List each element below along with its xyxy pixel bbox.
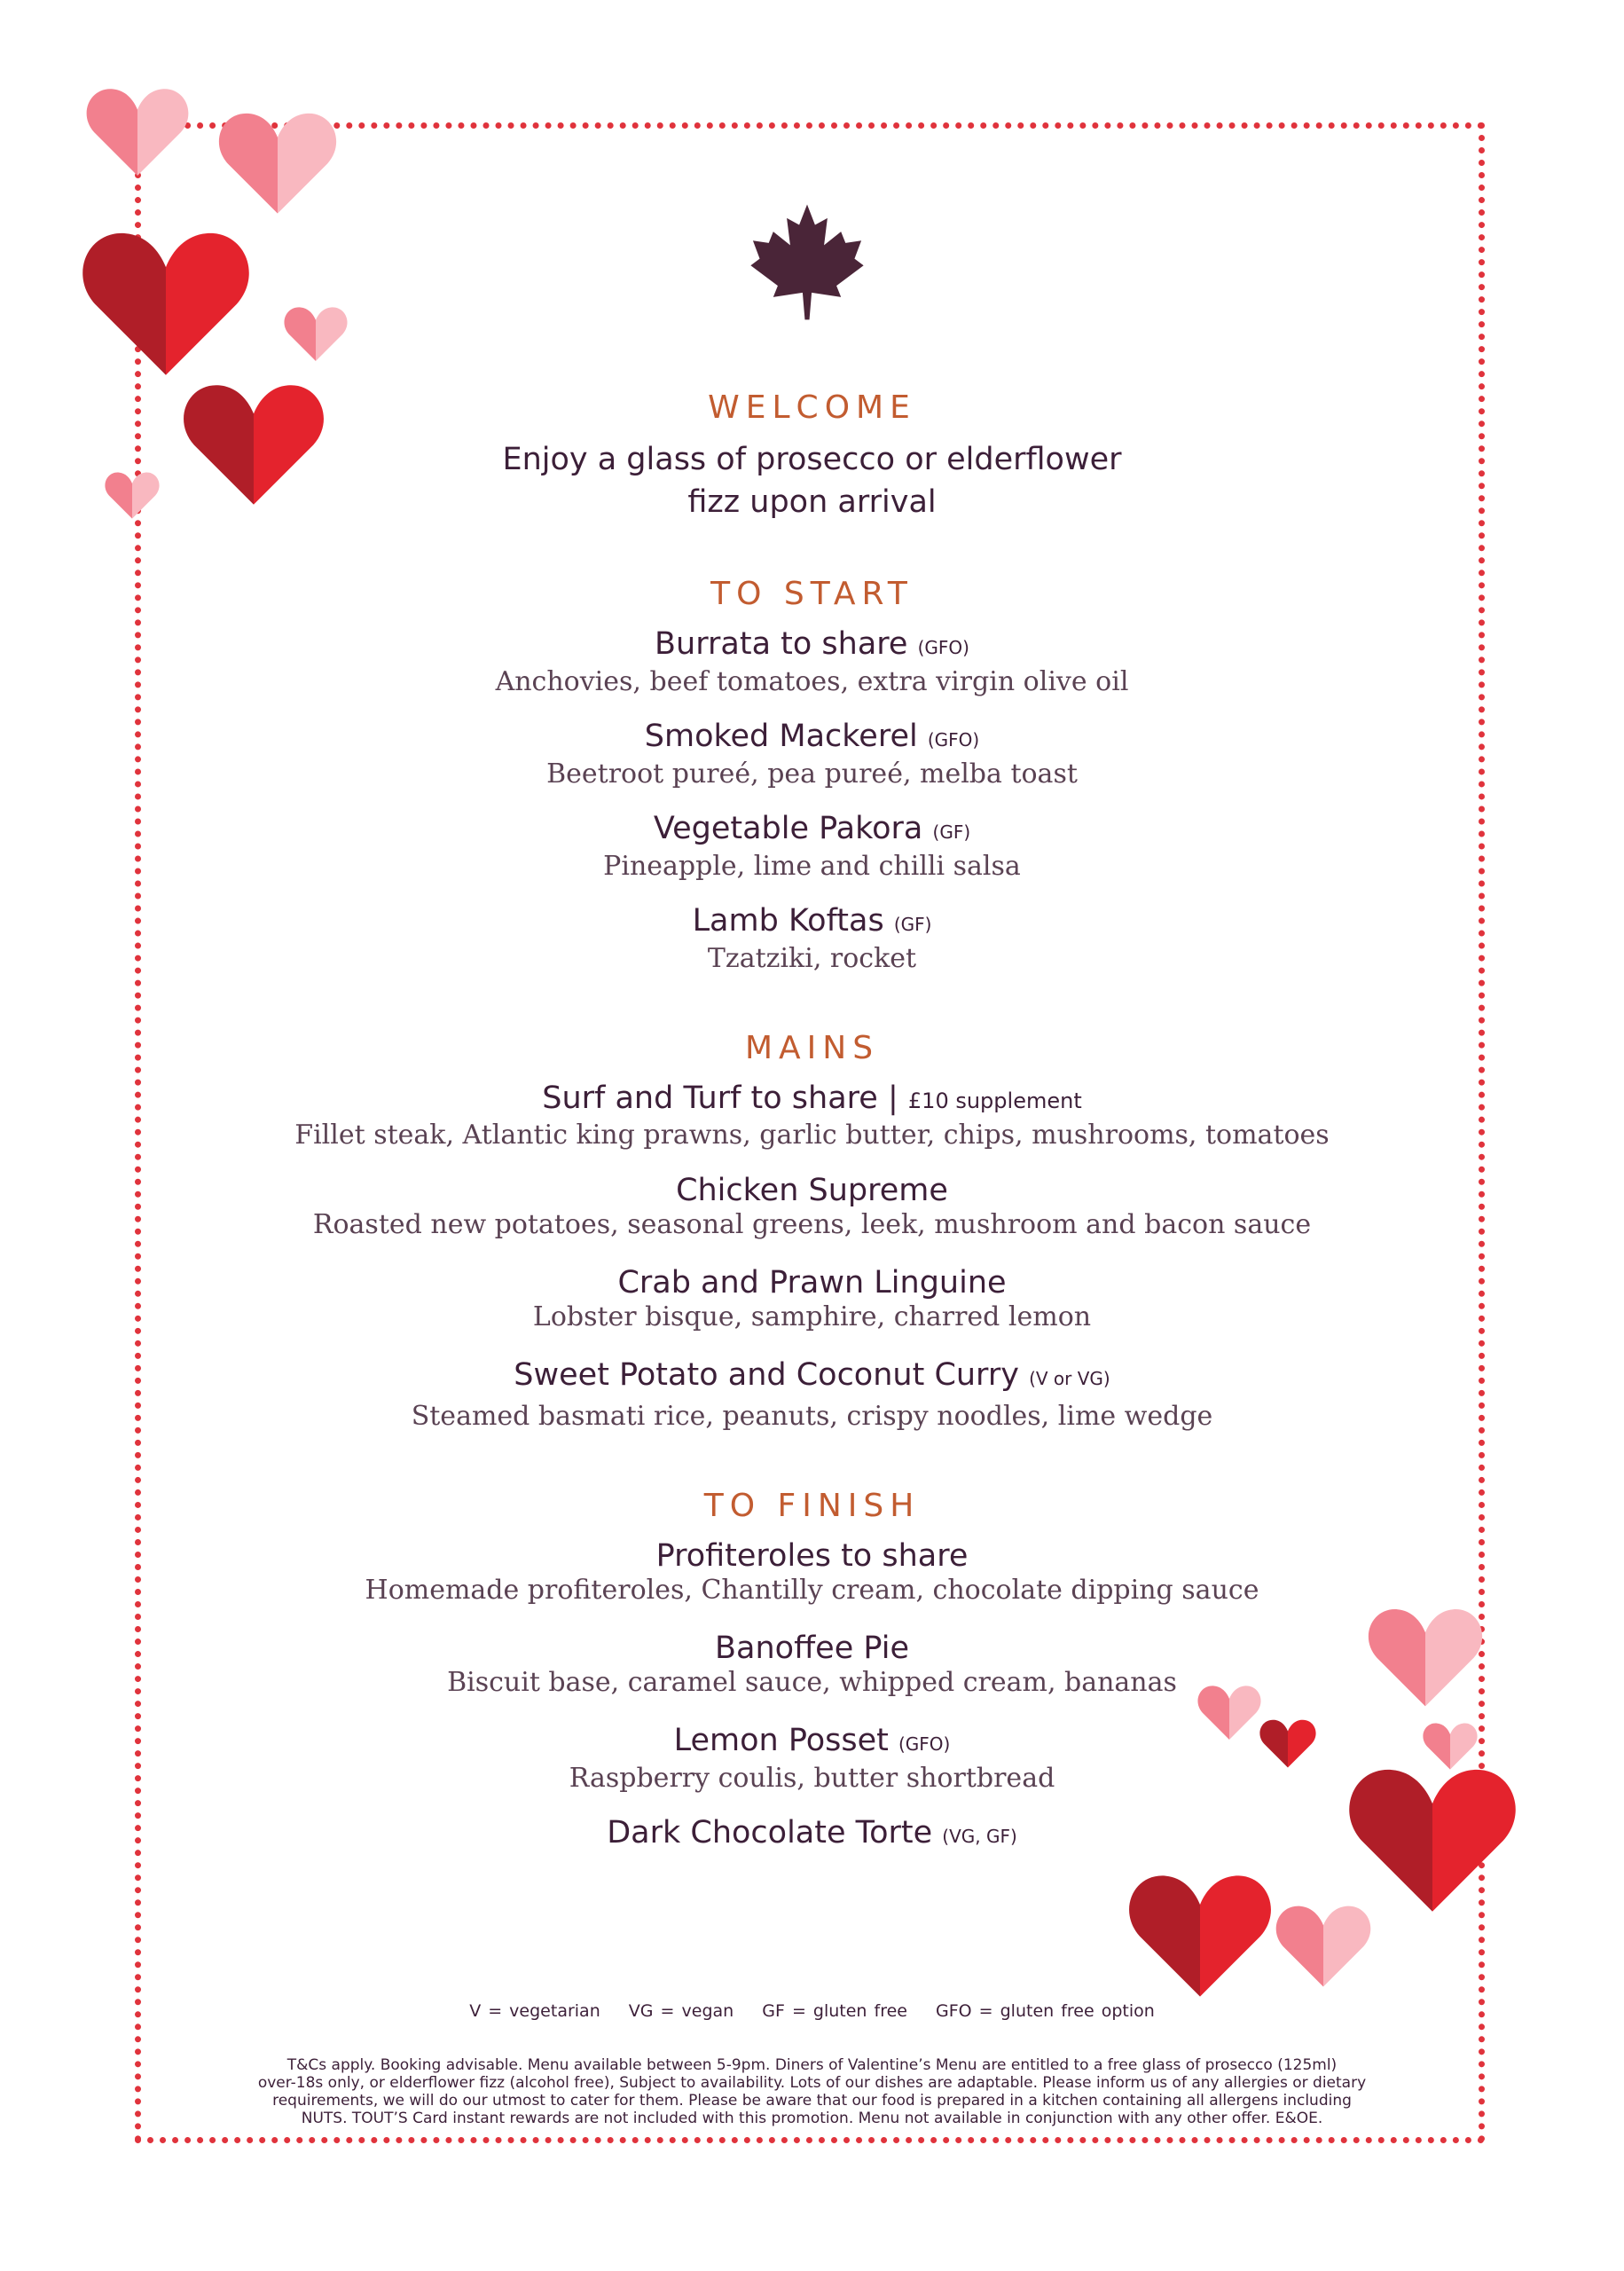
supplement-note: £10 supplement xyxy=(907,1088,1082,1113)
dish-description: Anchovies, beef tomatoes, extra virgin olive oil xyxy=(495,666,1129,697)
menu-item xyxy=(0,1357,1624,1434)
dish-name: Banoffee Pie xyxy=(715,1631,909,1666)
menu-item xyxy=(0,903,1624,976)
dish-description: Beetroot pureé, pea pureé, melba toast xyxy=(546,758,1078,790)
heart-icon xyxy=(284,305,348,362)
dietary-tag: (GF) xyxy=(932,821,971,843)
terms-line: T&Cs apply. Booking advisable. Menu available between 5-9pm. Diners of Valentine’s Menu are entitled to a free glass of prosecco (125ml) xyxy=(286,2056,1338,2074)
dish-name: Vegetable Pakora xyxy=(653,811,923,846)
welcome-text-line-2: fizz upon arrival xyxy=(687,484,937,520)
dish-name: Burrata to share xyxy=(655,626,908,662)
starters-heading: TO START xyxy=(710,576,914,612)
menu-item xyxy=(0,811,1624,884)
dish-description: Pineapple, lime and chilli salsa xyxy=(603,851,1021,882)
menu-item xyxy=(0,1173,1624,1242)
heart-icon xyxy=(85,87,190,176)
dish-name: Sweet Potato and Coconut Curry xyxy=(514,1357,1019,1393)
menu-item xyxy=(0,1815,1624,1854)
dish-description: Roasted new potatoes, seasonal greens, leek, mushroom and bacon sauce xyxy=(312,1209,1312,1240)
menu-item xyxy=(0,626,1624,699)
legend-item: VG = vegan xyxy=(628,2001,734,2021)
dietary-tag: (GFO) xyxy=(927,729,980,750)
dish-name: Dark Chocolate Torte xyxy=(607,1815,933,1851)
dish-description: Fillet steak, Atlantic king prawns, garlic butter, chips, mushrooms, tomatoes xyxy=(294,1120,1330,1151)
dish-description: Biscuit base, caramel sauce, whipped cream, bananas xyxy=(447,1667,1177,1698)
terms-line: requirements, we will do our utmost to cater for them. Please be aware that our food is prepared in a kitchen containing all allergens including xyxy=(272,2092,1352,2110)
desserts-heading: TO FINISH xyxy=(703,1488,921,1524)
maple-leaf-icon xyxy=(750,202,864,326)
dietary-legend xyxy=(0,2001,1624,2021)
dish-description: Homemade profiteroles, Chantilly cream, chocolate dipping sauce xyxy=(365,1575,1259,1606)
dish-name: Crab and Prawn Linguine xyxy=(617,1265,1007,1301)
heart-icon xyxy=(218,110,337,215)
dish-name: Chicken Supreme xyxy=(676,1173,948,1208)
dish-description: Tzatziki, rocket xyxy=(707,943,917,974)
menu-item xyxy=(0,1080,1624,1152)
dietary-tag: (GFO) xyxy=(917,637,969,658)
menu-item xyxy=(0,719,1624,791)
legend-item: GFO = gluten free option xyxy=(936,2001,1155,2021)
menu-item xyxy=(0,1265,1624,1334)
dish-description: Raspberry coulis, butter shortbread xyxy=(569,1763,1055,1794)
welcome-text-line-1: Enjoy a glass of prosecco or elderflower xyxy=(502,442,1122,477)
terms-line: NUTS. TOUT’S Card instant rewards are not included with this promotion. Menu not available in conjunction with any other offer. E&OE. xyxy=(301,2110,1323,2127)
dish-description: Lobster bisque, samphire, charred lemon xyxy=(532,1301,1092,1332)
menu-item xyxy=(0,1631,1624,1700)
menu-item xyxy=(0,1723,1624,1796)
separator: | xyxy=(887,1080,898,1116)
legend-item: GF = gluten free xyxy=(762,2001,907,2021)
heart-icon xyxy=(1128,1872,1272,1998)
dietary-tag: (VG, GF) xyxy=(942,1826,1017,1847)
terms-and-conditions xyxy=(222,2056,1402,2127)
menu-item xyxy=(0,1538,1624,1607)
dish-name: Smoked Mackerel xyxy=(644,719,918,754)
legend-item: V = vegetarian xyxy=(469,2001,600,2021)
dietary-tag: (GF) xyxy=(893,914,932,935)
heart-icon xyxy=(1275,1904,1371,1987)
dish-name: Profiteroles to share xyxy=(655,1538,969,1574)
mains-heading: MAINS xyxy=(744,1030,880,1066)
terms-line: over-18s only, or elderflower fizz (alcohol free), Subject to availability. Lots of our dishes are adaptable. Please inform us of any allergies or dietary xyxy=(257,2074,1367,2092)
dietary-tag: (GFO) xyxy=(898,1733,951,1755)
dish-name: Lemon Posset xyxy=(673,1723,889,1758)
dietary-tag: (V or VG) xyxy=(1029,1368,1110,1389)
heart-icon xyxy=(82,227,250,378)
dish-description: Steamed basmati rice, peanuts, crispy noodles, lime wedge xyxy=(411,1401,1213,1432)
dish-name: Lamb Koftas xyxy=(692,903,884,939)
dish-name: Surf and Turf to share xyxy=(542,1080,878,1116)
welcome-heading: WELCOME xyxy=(708,389,916,426)
